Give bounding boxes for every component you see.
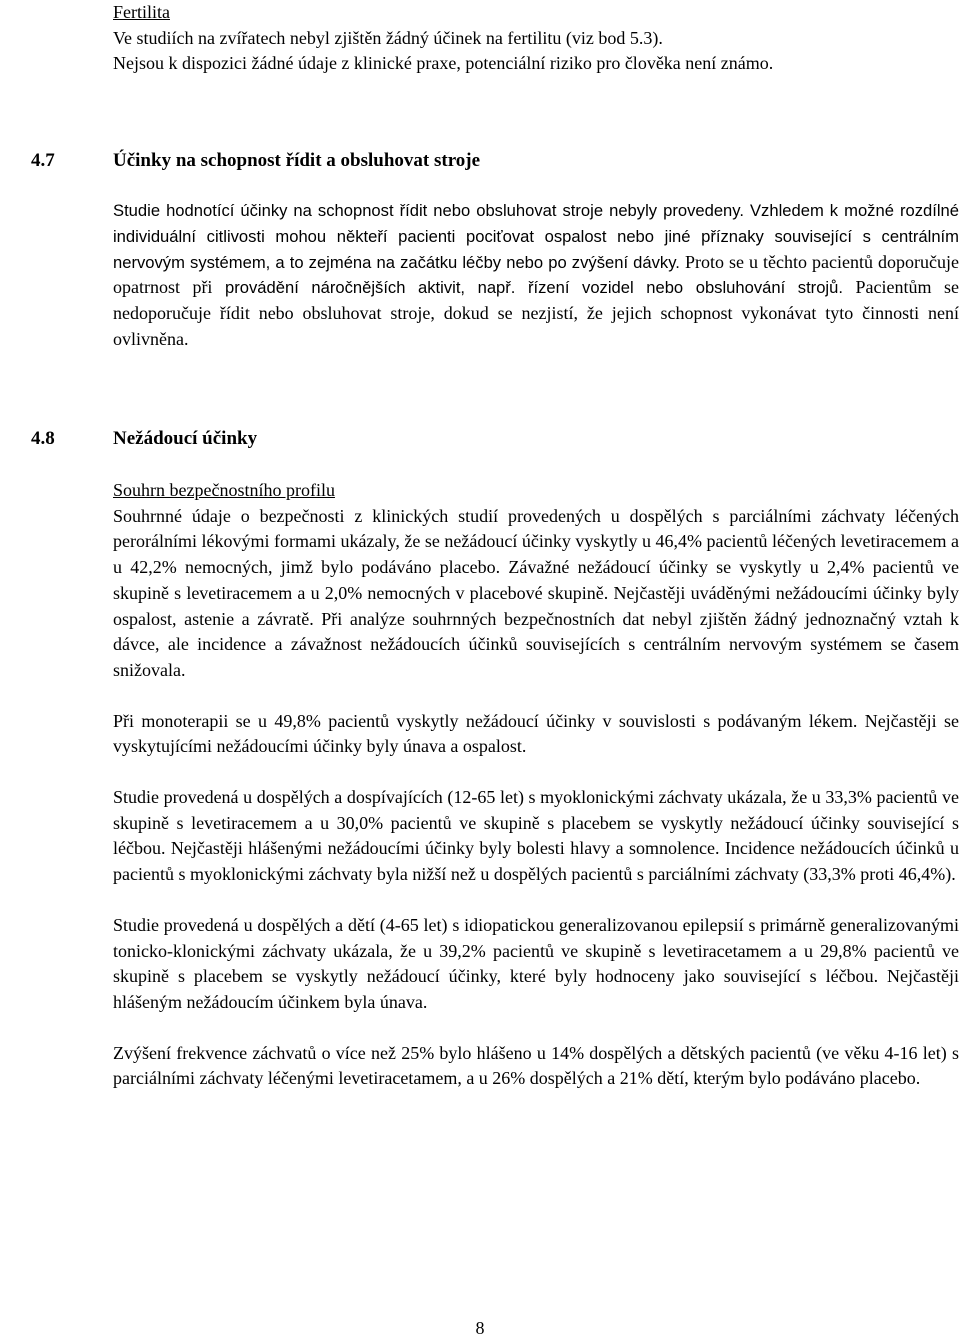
safety-paragraph-4: Studie provedená u dospělých a dětí (4-65 let) s idiopatickou generalizovanou epilepsií s primárně generalizovanými tonicko-klonickými záchvaty ukázala, že u 39,2% pacientů ve skupině s levetiracetamem a u 29,8% pacientů ve skupině s placebem se vyskytly nežádoucí účinky, které byly hodnoceny jako související s léčbou. Nejčastěji hlášeným nežádoucím účinkem byla únava.	[113, 914, 959, 1012]
section-4-7-body	[113, 198, 959, 353]
page-number: 8	[475, 1318, 485, 1338]
section-4-8-title: Nežádoucí účinky	[113, 428, 258, 449]
fertility-heading: Fertilita	[113, 2, 170, 22]
section-4-7-title: Účinky na schopnost řídit a obsluhovat stroje	[113, 150, 481, 171]
safety-paragraph-1: Souhrnné údaje o bezpečnosti z klinických studií provedených u dospělých s parciálními záchvaty léčených perorálními lékovými formami ukázaly, že se nežádoucí účinky vyskytly u 46,4% pacientů léčených levetiracemem a u 42,2% nemocných, jimž bylo podáváno placebo. Závažné nežádoucí účinky se vyskytly u 2,4% pacientů ve skupině s levetiracemem a u 2,0% nemocných v placebové skupině. Nejčastěji uváděnými nežádoucími účinky byly ospalost, astenie a závratě. Při analýze souhrnných bezpečnostních dat nebyl zjištěn žádný jednoznačný vztah k dávce, ale incidence a závažnost nežádoucích účinků souvisejících s centrálním nervovým systémem se časem snižovala.	[113, 505, 959, 680]
safety-paragraph-2: Při monoterapii se u 49,8% pacientů vyskytly nežádoucí účinky v souvislosti s podávaným lékem. Nejčastěji se vyskytujícími nežádoucími účinky byly únava a ospalost.	[113, 710, 959, 757]
driving-paragraph-main: Studie hodnotící účinky na schopnost řídit nebo obsluhovat stroje nebyly provedeny. Vzhledem k možné rozdílné individuální citlivosti mohou někteří pacienti pociťovat ospalost nebo jiné příznaky související s centrálním nervovým systémem, a to zejména na začátku léčby nebo po zvýšení dávky. Proto se u těchto pacientů doporučuje opatrnost při provádění náročnějších aktivit, např. řízení vozidel nebo obsluhování strojů. Pacientům se nedoporučuje řídit nebo obsluhovat stroje, dokud se nezjistí, že jejich schopnost vykonávat tyto činnosti není ovlivněna.	[113, 201, 959, 349]
safety-paragraph-5: Zvýšení frekvence záchvatů o více než 25% bylo hlášeno u 14% dospělých a dětských pacientů (ve věku 4-16 let) s parciálními záchvaty léčenými levetiracetamem, a u 26% dospělých a 21% dětí, kterým bylo podáváno placebo.	[113, 1042, 959, 1089]
safety-paragraph-3: Studie provedená u dospělých a dospívajících (12-65 let) s myoklonickými záchvaty ukázala, že u 33,3% pacientů ve skupině s levetiracemem a u 30,0% pacientů ve skupině s placebem se vyskytly nežádoucí účinky související s léčbou. Nejčastěji hlášenými nežádoucími účinky byly bolesti hlavy a somnolence. Incidence nežádoucích účinků u pacientů s myoklonickými záchvaty byla nižší než u dospělých pacientů s parciálními záchvaty (33,3% proti 46,4%).	[113, 787, 959, 885]
section-4-8-number: 4.8	[31, 428, 55, 449]
fertility-section	[113, 0, 959, 77]
safety-profile-subheading: Souhrn bezpečnostního profilu	[113, 480, 335, 500]
section-4-7-number: 4.7	[31, 150, 55, 171]
fertility-text-1: Ve studiích na zvířatech nebyl zjištěn žádný účinek na fertilitu (viz bod 5.3).	[113, 27, 663, 48]
fertility-text-2: Nejsou k dispozici žádné údaje z klinické praxe, potenciální riziko pro člověka není známo.	[113, 53, 774, 74]
section-4-8-body	[113, 478, 959, 1092]
driving-advice: Pacientům se nedoporučuje řídit nebo obsluhovat stroje, dokud se nezjistí, že jejich schopnost vykonávat tyto činnosti není ovlivněna.	[113, 277, 959, 349]
driving-caution-start: Proto se u těchto pacientů doporučuje opatrnost při	[113, 251, 959, 298]
driving-caution-end: provádění náročnějších aktivit, např. řízení vozidel nebo obsluhování strojů.	[225, 278, 843, 298]
